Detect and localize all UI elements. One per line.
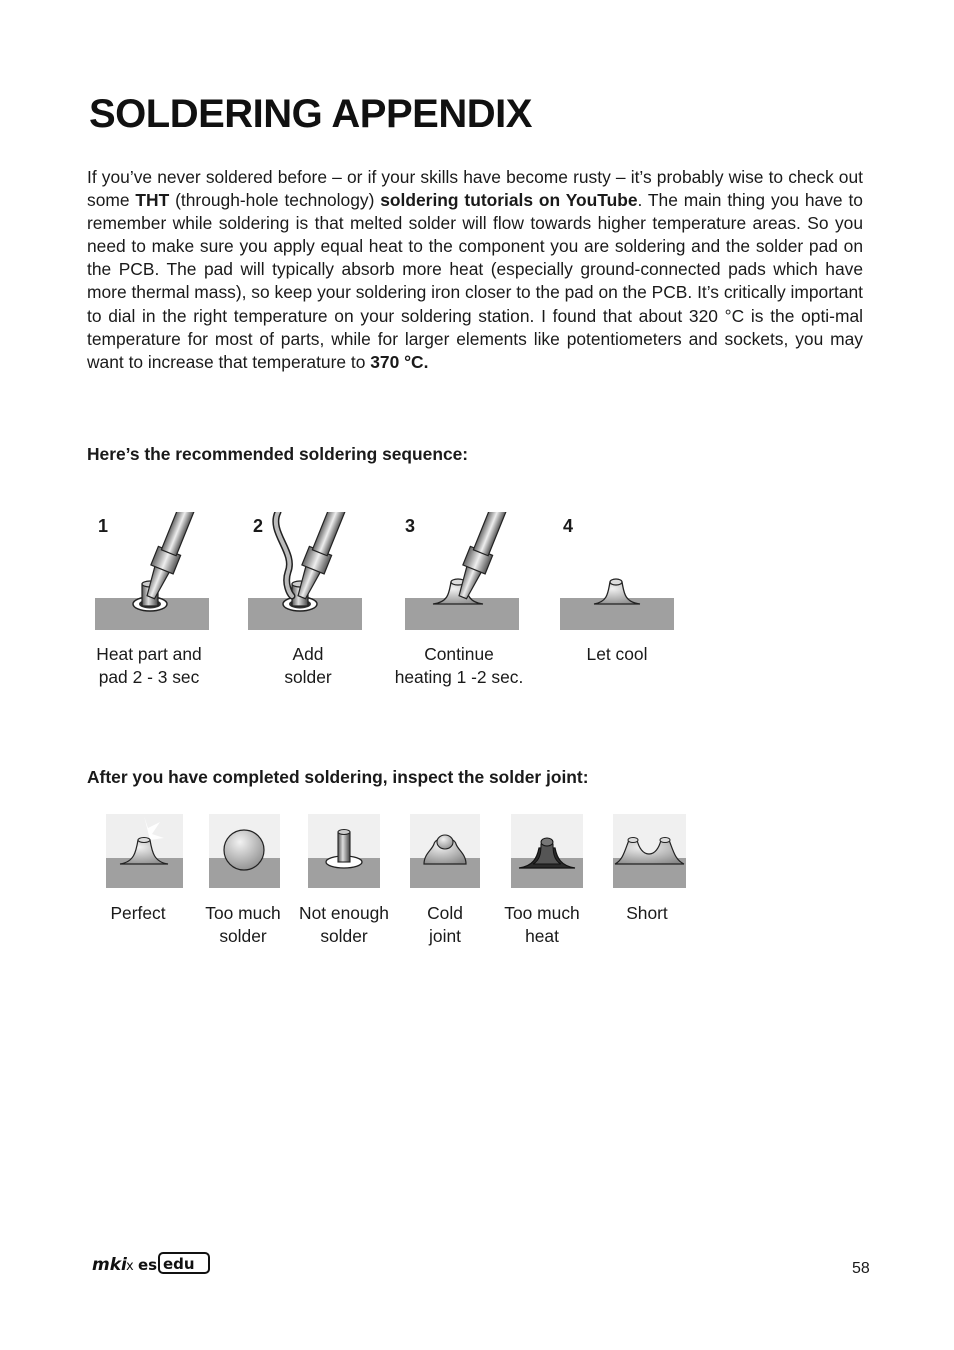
- step-4: [560, 512, 674, 630]
- intro-bold-tht: THT: [135, 190, 170, 211]
- svg-text:x: x: [126, 1259, 134, 1274]
- step-number: 2: [253, 516, 264, 536]
- intro-paragraph: [87, 166, 863, 374]
- step-number: 1: [98, 516, 109, 536]
- step-label-1: Heat part and pad 2 - 3 sec: [96, 644, 202, 687]
- let-cool-icon: [560, 512, 674, 630]
- not-enough-solder-icon: [308, 814, 380, 888]
- add-solder-icon: [248, 512, 362, 630]
- inspect-heading: After you have completed soldering, inspect the solder joint:: [87, 767, 589, 787]
- sequence-heading: Here’s the recommended soldering sequence:: [87, 444, 469, 464]
- step-label-4: Let cool: [586, 644, 648, 664]
- intro-text-1: If you’ve never soldered before – or if your skills have become rusty – it’s probably wise to check out some: [87, 167, 863, 211]
- short-joint-icon: [613, 814, 686, 888]
- cold-joint-icon: [410, 814, 480, 888]
- intro-text-2: (through-hole technology): [169, 190, 381, 211]
- mkixes-edu-logo: [92, 1250, 212, 1276]
- joint-label-perfect: Perfect: [110, 903, 166, 923]
- heat-part-icon: [95, 512, 209, 630]
- step-label-2: Add solder: [284, 644, 332, 687]
- joint-label-not-enough-solder: Not enough solder: [299, 903, 389, 946]
- step-label-3: Continue heating 1 -2 sec.: [394, 644, 524, 687]
- joint-label-too-much-solder: Too much solder: [205, 903, 281, 946]
- too-much-solder-icon: [209, 814, 280, 888]
- joint-label-too-much-heat: Too much heat: [504, 903, 580, 946]
- page-title: SOLDERING APPENDIX: [89, 92, 532, 136]
- page-number: 58: [852, 1260, 870, 1277]
- perfect-joint-icon: [106, 814, 183, 888]
- continue-heating-icon: [405, 512, 519, 630]
- joint-label-short: Short: [626, 903, 668, 923]
- step-1: [95, 512, 209, 630]
- intro-bold-tutorials: soldering tutorials on YouTube: [380, 190, 638, 211]
- too-much-heat-icon: [511, 814, 583, 888]
- intro-text-3: . The main thing you have to remember while soldering is that melted solder will flow towards higher temperature areas. So you need to make sure you apply equal heat to the component you are soldering and the solder pad on the PCB. The pad will typically absorb more heat (especially ground-connected pads which have more thermal mass), so keep your soldering iron closer to the pad on the PCB. It’s critically important to dial in the right temperature on your soldering station. I found that about 320 °C is the opti-mal temperature for most of parts, while for larger elements like potentiometers and sockets, you may want to increase that temperature to: [87, 190, 863, 372]
- step-number: 4: [563, 516, 574, 536]
- svg-text:mki: mki: [92, 1255, 127, 1275]
- step-number: 3: [405, 516, 416, 536]
- intro-bold-temperature: 370 °C.: [370, 351, 429, 372]
- svg-text:es: es: [138, 1256, 158, 1274]
- joint-label-cold-joint: Cold joint: [427, 903, 463, 946]
- step-2: [248, 512, 362, 630]
- svg-text:edu: edu: [163, 1255, 195, 1273]
- step-3: [405, 512, 519, 630]
